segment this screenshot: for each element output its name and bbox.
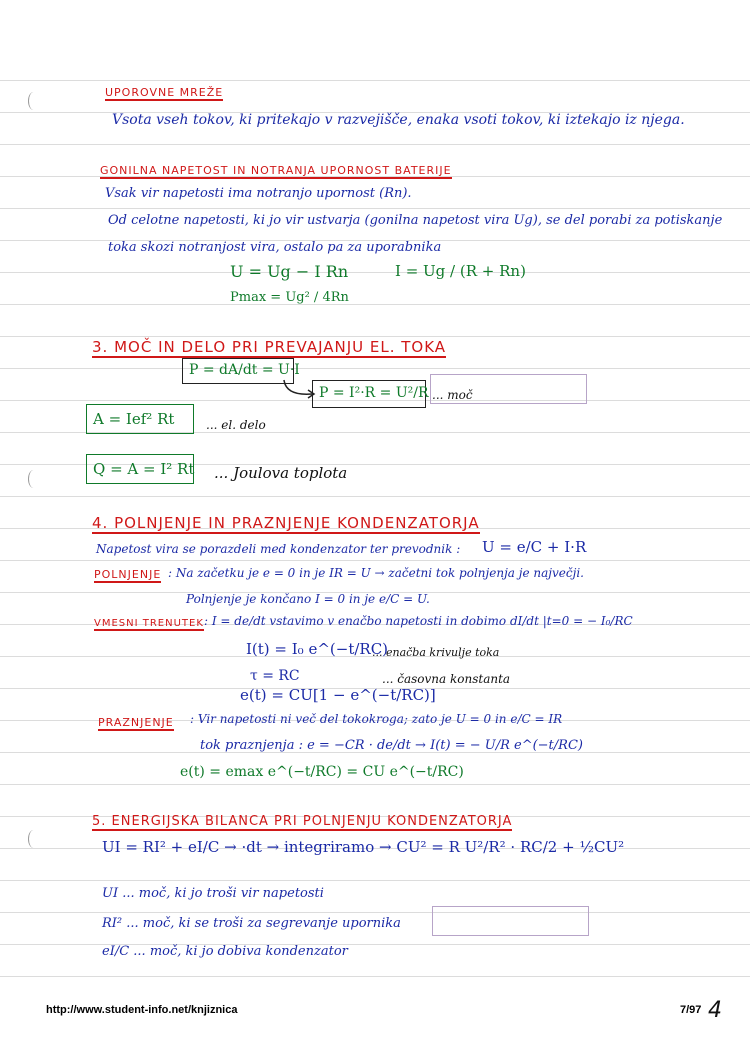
ruled-line [0,272,750,273]
ruled-line [0,80,750,81]
polnjenje-intro-eq: U = e/C + I·R [482,538,587,556]
ruled-line [0,208,750,209]
handwritten-page-mark: 4 [708,998,722,1023]
ruled-line [0,304,750,305]
label-praznjenje: PRAZNJENJE [98,716,174,729]
praznjenje-text: : Vir napetosti ni več del tokokroga; zato je U = 0 in e/C = IR [190,712,563,726]
label-it: ... enačba krivulje toka [372,646,500,659]
binder-hole [28,92,39,110]
ruled-line [0,496,750,497]
equation-i: I = Ug / (R + Rn) [395,262,526,280]
bleed-through-box [432,906,589,936]
equation-pmax: Pmax = Ug² / 4Rn [230,290,349,305]
gonilna-line-3: toka skozi notranjost vira, ostalo pa za uporabnika [108,240,442,255]
equation-u: U = Ug − I Rn [230,262,349,281]
equation-praznjenje: e(t) = emax e^(−t/RC) = CU e^(−t/RC) [180,764,464,780]
formula-box-p1 [182,358,300,384]
ruled-line [0,976,750,977]
footer-page-number: 7/97 [680,1004,702,1016]
polnjenje-intro: Napetost vira se porazdeli med kondenzator ter prevodnik : [96,542,461,556]
section-title-gonilna: GONILNA NAPETOST IN NOTRANJA UPORNOST BATERIJE [100,164,452,177]
gonilna-line-1: Vsak vir napetosti ima notranjo upornost (Rn). [105,186,412,201]
bleed-through-box [430,374,587,404]
label-delo: ... el. delo [206,418,266,432]
label-tau: ... časovna konstanta [382,672,511,686]
equation-et: e(t) = CU[1 − e^(−t/RC)] [240,686,436,704]
formula-box-a [86,404,194,434]
gonilna-line-2: Od celotne napetosti, ki jo vir ustvarja (gonilna napetost vira Ug), se del porabi za potiskanje [108,213,723,228]
footer-url: http://www.student-info.net/knjiznica [46,1004,238,1016]
section-title-polnjenje: 4. POLNJENJE IN PRAZNJENJE KONDENZATORJA [92,514,480,532]
formula-box-q [86,454,194,484]
binder-hole [28,830,39,848]
ruled-line [0,144,750,145]
polnjenje-text: : Na začetku je e = 0 in je IR = U → začetni tok polnjenja je največji. [168,566,584,580]
label-moc: ... moč [432,388,473,402]
binder-hole [28,470,39,488]
equation-a: A = Ief² Rt [93,410,175,428]
label-joule: ... Joulova toplota [214,464,348,482]
bilanca-item-2: RI² ... moč, ki se troši za segrevanje upornika [102,916,401,931]
section-title-bilanca: 5. ENERGIJSKA BILANCA PRI POLNJENJU KONDENZATORJA [92,814,513,829]
equation-p2: P = I²·R = U²/R [319,385,429,401]
equation-q: Q = A = I² Rt [93,460,195,478]
ruled-line [0,912,750,913]
section-title-moc: 3. MOČ IN DELO PRI PREVAJANJU EL. TOKA [92,338,447,356]
uporovne-text: Vsota vseh tokov, ki pritekajo v razvejišče, enaka vsoti tokov, ki iztekajo iz njega. [112,112,685,128]
bilanca-item-3: eI/C ... moč, ki jo dobiva kondenzator [102,944,348,959]
label-polnjenje: POLNJENJE [94,568,162,581]
vmesni-text: : I = de/dt vstavimo v enačbo napetosti in dobimo dI/dt |t=0 = − I₀/RC [204,614,633,628]
equation-it: I(t) = I₀ e^(−t/RC) [246,640,389,658]
ruled-line [0,368,750,369]
bilanca-item-1: UI ... moč, ki jo troši vir napetosti [102,886,324,901]
section-title-uporovne: UPOROVNE MREŽE [105,86,224,99]
polnjenje-text-2: Polnjenje je končano I = 0 in je e/C = U. [186,592,430,606]
equation-p1: P = dA/dt = U·I [189,362,300,378]
ruled-line [0,880,750,881]
label-vmesni: VMESNI TRENUTEK [94,618,204,629]
formula-box-p2 [312,380,429,408]
praznjenje-text-2: tok praznjenja : e = −CR · de/dt → I(t) = − U/R e^(−t/RC) [200,738,583,753]
ruled-line [0,336,750,337]
equation-tau: τ = RC [250,668,300,684]
ruled-line [0,560,750,561]
bilanca-equation: UI = RI² + eI/C → ·dt → integriramo → CU² = R U²/R² · RC/2 + ½CU² [102,838,625,856]
ruled-line [0,784,750,785]
